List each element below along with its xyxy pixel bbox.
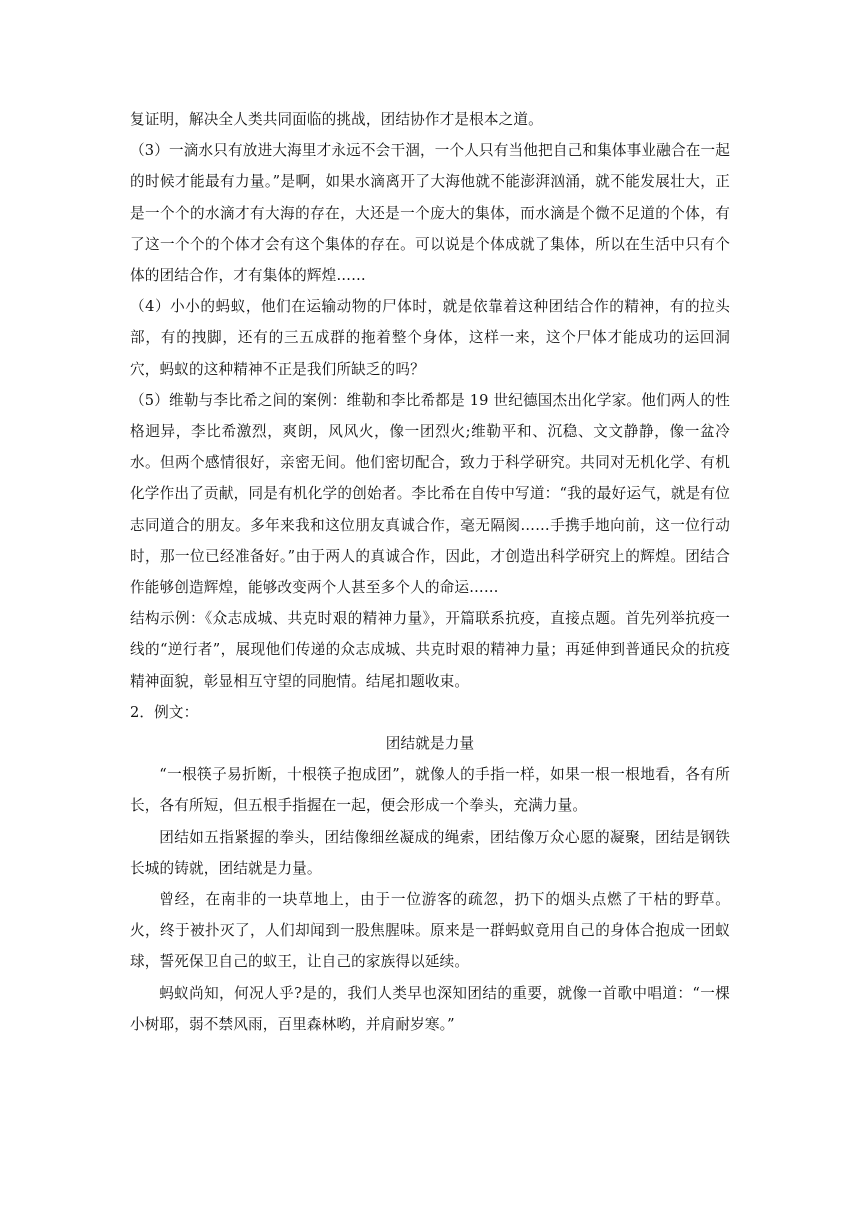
paragraph-point-5: （5）维勒与李比希之间的案例：维勒和李比希都是 19 世纪德国杰出化学家。他们两人的性格迥异，李比希激烈，爽朗，风风火，像一团烈火;维勒平和、沉稳、文文静静，像一盆冷水。但两个感情很好，亲密无间。他们密切配合，致力于科学研究。共同对无机化学、有机化学作出了贡献，同是有机化学的创始者。李比希在自传中写道：“我的最好运气，就是有位志同道合的朋友。多年来我和这位朋友真诚合作，毫无隔阂……手携手地向前，这一位行动时，那一位已经准备好。”由于两人的真诚合作，因此，才创造出科学研究上的辉煌。团结合作能够创造辉煌，能够改变两个人甚至多个人的命运…… bbox=[130, 391, 730, 597]
essay-paragraph: 蚂蚁尚知，何况人乎?是的，我们人类早也深知团结的重要，就像一首歌中唱道：“一棵小树耶，弱不禁风雨，百里森林哟，并肩耐岁寒。” bbox=[130, 984, 730, 1033]
essay-paragraph: 团结如五指紧握的拳头，团结像细丝凝成的绳索，团结像万众心愿的凝聚，团结是钢铁长城的铸就，团结就是力量。 bbox=[130, 828, 730, 877]
essay-title: 团结就是力量 bbox=[385, 735, 475, 753]
essay-paragraph: “一根筷子易折断，十根筷子抱成团”，就像人的手指一样，如果一根一根地看，各有所长，各有所短，但五根手指握在一起，便会形成一个拳头，充满力量。 bbox=[130, 766, 730, 815]
document-body bbox=[130, 104, 730, 1040]
section-heading-example-essay: 2．例文： bbox=[130, 703, 199, 721]
essay-paragraph: 曾经，在南非的一块草地上，由于一位游客的疏忽，扔下的烟头点燃了干枯的野草。火，终于被扑灭了，人们却闻到一股焦腥味。原来是一群蚂蚁竟用自己的身体合抱成一团蚁球，誓死保卫自己的蚁王，让自己的家族得以延续。 bbox=[130, 891, 730, 971]
paragraph-point-4: （4）小小的蚂蚁，他们在运输动物的尸体时，就是依靠着这种团结合作的精神，有的拉头部，有的拽脚，还有的三五成群的拖着整个身体，这样一来，这个尸体才能成功的运回洞穴，蚂蚁的这种精神不正是我们所缺乏的吗？ bbox=[130, 298, 730, 378]
paragraph-point-3: （3）一滴水只有放进大海里才永远不会干涸，一个人只有当他把自己和集体事业融合在一起的时候才能最有力量。”是啊，如果水滴离开了大海他就不能澎湃汹涌，就不能发展壮大，正是一个个的水滴才有大海的存在，大还是一个庞大的集体，而水滴是个微不足道的个体，有了这一个个的个体才会有这个集体的存在。可以说是个体成就了集体，所以在生活中只有个体的团结合作，才有集体的辉煌…… bbox=[130, 142, 730, 285]
paragraph-structure-example: 结构示例：《众志成城、共克时艰的精神力量》，开篇联系抗疫，直接点题。首先列举抗疫一线的“逆行者”，展现他们传递的众志成城、共克时艰的精神力量；再延伸到普通民众的抗疫精神面貌，彰显相互守望的同胞情。结尾扣题收束。 bbox=[130, 610, 730, 690]
paragraph-continuation: 复证明，解决全人类共同面临的挑战，团结协作才是根本之道。 bbox=[130, 111, 543, 128]
